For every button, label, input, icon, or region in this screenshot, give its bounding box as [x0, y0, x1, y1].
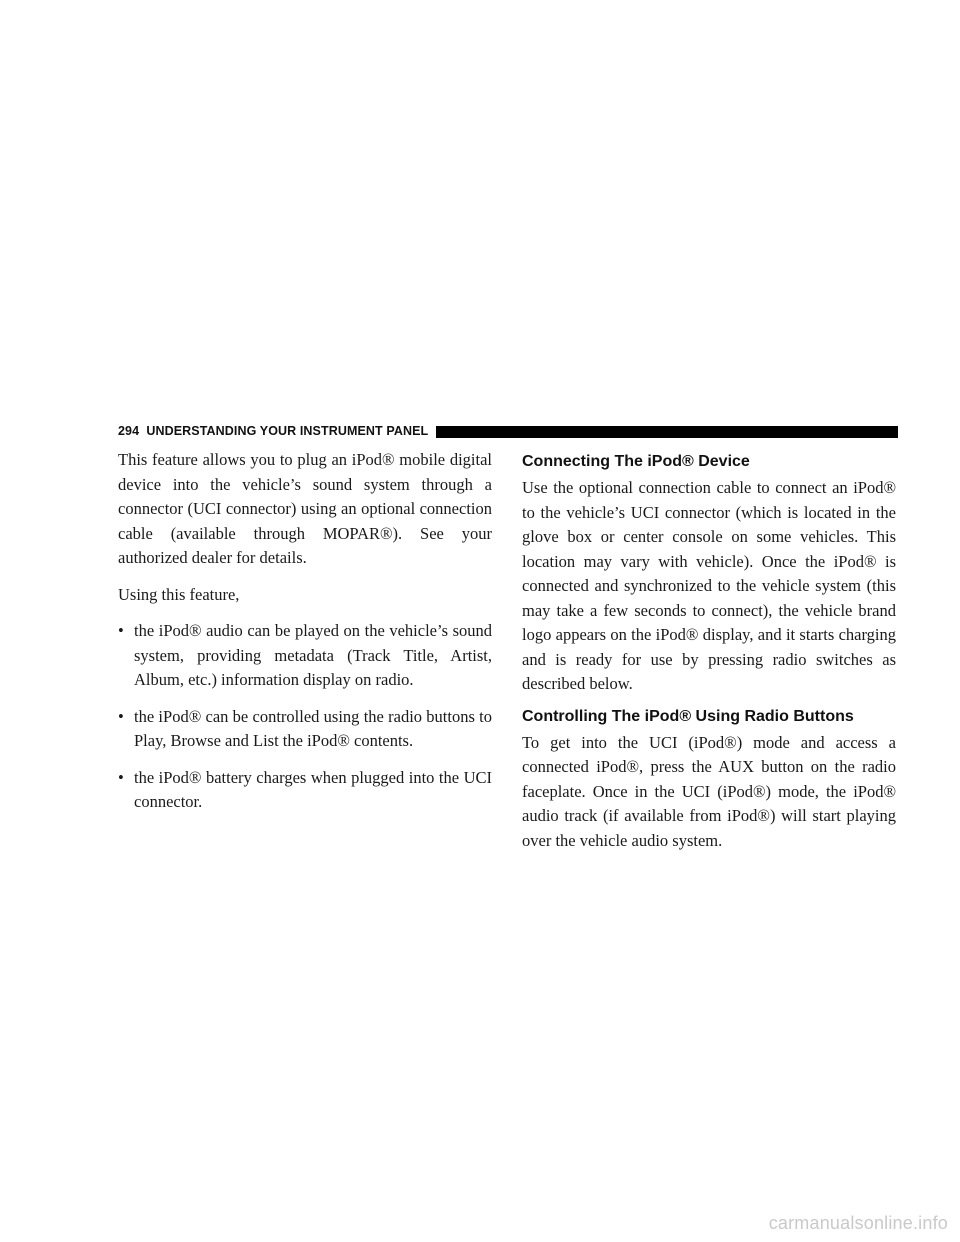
page-header-text	[118, 424, 428, 438]
section-title: UNDERSTANDING YOUR INSTRUMENT PANEL	[146, 424, 429, 438]
list-item-text: the iPod® audio can be played on the vehicle’s sound system, providing metadata (Track Title, Artist, Album, etc.) information display on radio.	[134, 621, 492, 689]
page-number: 294	[118, 424, 140, 438]
bullet-icon: •	[118, 706, 124, 726]
right-column	[522, 448, 896, 853]
bullet-icon: •	[118, 621, 124, 640]
list-item-text: the iPod® can be controlled using the radio buttons to Play, Browse and List the iPod® contents.	[134, 706, 492, 750]
list-item-text: the iPod® battery charges when plugged into the UCI connector.	[134, 767, 492, 811]
list-item	[118, 619, 492, 693]
page-header	[118, 421, 898, 441]
controlling-paragraph: To get into the UCI (iPod®) mode and access a connected iPod®, press the AUX button on the radio faceplate. Once in the UCI (iPod®) mode, the iPod® audio track (if available from iPod®) will start playing over the vehicle audio system.	[522, 732, 896, 850]
list-item	[118, 705, 492, 754]
connecting-paragraph: Use the optional connection cable to connect an iPod® to the vehicle’s UCI connector (which is located in the glove box or center console on some vehicles. This location may vary with vehicle). Once the iPod® is connected and synchronized to the vehicle system (this may take a few seconds to connect), the vehicle brand logo appears on the iPod® display, and it starts charging and is ready for use by pressing radio switches as described below.	[522, 478, 896, 693]
list-item	[118, 766, 492, 815]
header-rule	[436, 426, 898, 438]
lead-paragraph: Using this feature,	[118, 584, 240, 604]
section-heading-connecting: Connecting The iPod® Device	[522, 453, 750, 470]
intro-paragraph: This feature allows you to plug an iPod® mobile digital device into the vehicle’s sound system through a connector (UCI connector) using an optional connection cable (available through MOPAR®). See your authorized dealer for details.	[118, 450, 492, 567]
section-heading-controlling: Controlling The iPod® Using Radio Buttons	[522, 707, 854, 725]
watermark: carmanualsonline.info	[768, 1213, 948, 1233]
bullet-icon: •	[118, 767, 124, 787]
left-column	[118, 448, 492, 827]
